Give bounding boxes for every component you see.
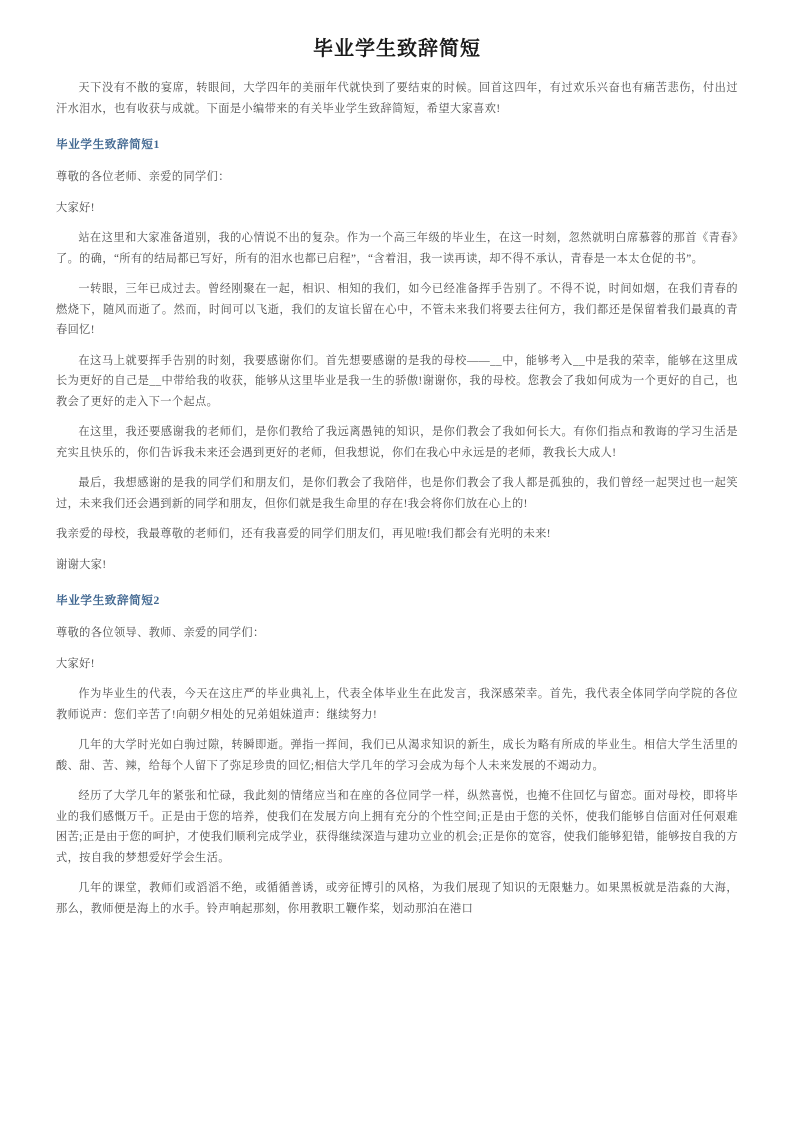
body-paragraph: 大家好!	[56, 657, 95, 670]
intro-paragraph: 天下没有不散的宴席，转眼间，大学四年的美丽年代就快到了要结束的时候。回首这四年，有过欢乐兴奋也有痛苦悲伤，付出过汗水泪水，也有收获与成就。下面是小编带来的有关毕业学生致辞简短，希望大家喜欢!	[56, 82, 738, 115]
body-paragraph: 几年的大学时光如白驹过隙，转瞬即逝。弹指一挥间，我们已从渴求知识的新生，成长为略有所成的毕业生。相信大学生活里的酸、甜、苦、辣，给每个人留下了弥足珍贵的回忆;相信大学几年的学习会成为每个人未来发展的不竭动力。	[56, 739, 738, 772]
body-paragraph: 在这马上就要挥手告别的时刻，我要感谢你们。首先想要感谢的是我的母校——__中，能够考入__中是我的荣幸，能够在这里成长为更好的自己是__中带给我的收获，能够从这里毕业是我一生的骄傲!谢谢你，我的母校。您教会了我如何成为一个更好的自己，也教会了更好的走入下一个起点。	[56, 354, 738, 408]
sections-container	[56, 135, 738, 919]
body-paragraph: 最后，我想感谢的是我的同学们和朋友们，是你们教会了我陪伴，也是你们教会了我人都是孤独的，我们曾经一起哭过也一起笑过，未来我们还会遇到新的同学和朋友，但你们就是我生命里的存在!我会将你们放在心上的!	[56, 477, 738, 510]
body-paragraph: 我亲爱的母校，我最尊敬的老师们，还有我喜爱的同学们朋友们，再见啦!我们都会有光明的未来!	[56, 528, 551, 540]
body-paragraph: 站在这里和大家准备道别，我的心情说不出的复杂。作为一个高三年级的毕业生，在这一时刻，忽然就明白席慕蓉的那首《青春》了。的确，“所有的结局都已写好，所有的泪水也都已启程”，“含着泪，我一读再读，却不得不承认，青春是一本太仓促的书”。	[56, 232, 738, 265]
document-section	[56, 591, 738, 919]
body-paragraph: 尊敬的各位老师、亲爱的同学们：	[56, 171, 230, 183]
page-title: 毕业学生致辞简短	[313, 38, 481, 60]
body-paragraph: 在这里，我还要感谢我的老师们，是你们教给了我远离愚钝的知识，是你们教会了我如何长大。有你们指点和教诲的学习生活是充实且快乐的，你们告诉我未来还会遇到更好的老师，但我想说，你们在我心中永远是的老师，教我长大成人!	[56, 426, 738, 459]
document-section	[56, 135, 738, 575]
body-paragraph: 尊敬的各位领导、教师、亲爱的同学们：	[56, 627, 265, 639]
body-paragraph: 一转眼，三年已成过去。曾经刚聚在一起，相识、相知的我们，如今已经准备挥手告别了。不得不说，时间如烟，在我们青春的燃烧下，随风而逝了。然而，时间可以飞逝，我们的友谊长留在心中，不管未来我们将要去往何方，我们都还是保留着我们最真的青春回忆!	[56, 283, 738, 336]
body-paragraph: 谢谢大家!	[56, 558, 107, 571]
body-paragraph: 经历了大学几年的紧张和忙碌，我此刻的情绪应当和在座的各位同学一样，纵然喜悦，也掩不住回忆与留恋。面对母校，即将毕业的我们感慨万千。正是由于您的培养，使我们在发展方向上拥有充分的个性空间;正是由于您的关怀，使我们能够自信面对任何艰难困苦;正是由于您的呵护，才使我们顺利完成学业，获得继续深造与建功立业的机会;正是你的宽容，使我们能够犯错，能够按自我的方式，按自我的梦想爱好学会生活。	[56, 790, 738, 864]
body-paragraph: 几年的课堂，教师们或滔滔不绝，或循循善诱，或旁征博引的风格，为我们展现了知识的无限魅力。如果黑板就是浩淼的大海，那么，教师便是海上的水手。铃声响起那刻，你用教职工鞭作桨，划动那泊在港口	[56, 882, 738, 915]
body-paragraph: 大家好!	[56, 201, 95, 214]
body-paragraph: 作为毕业生的代表，今天在这庄严的毕业典礼上，代表全体毕业生在此发言，我深感荣幸。首先，我代表全体同学向学院的各位教师说声：您们辛苦了!向朝夕相处的兄弟姐妹道声：继续努力!	[56, 688, 738, 721]
section-heading: 毕业学生致辞简短1	[56, 138, 160, 151]
section-heading: 毕业学生致辞简短2	[56, 594, 160, 607]
